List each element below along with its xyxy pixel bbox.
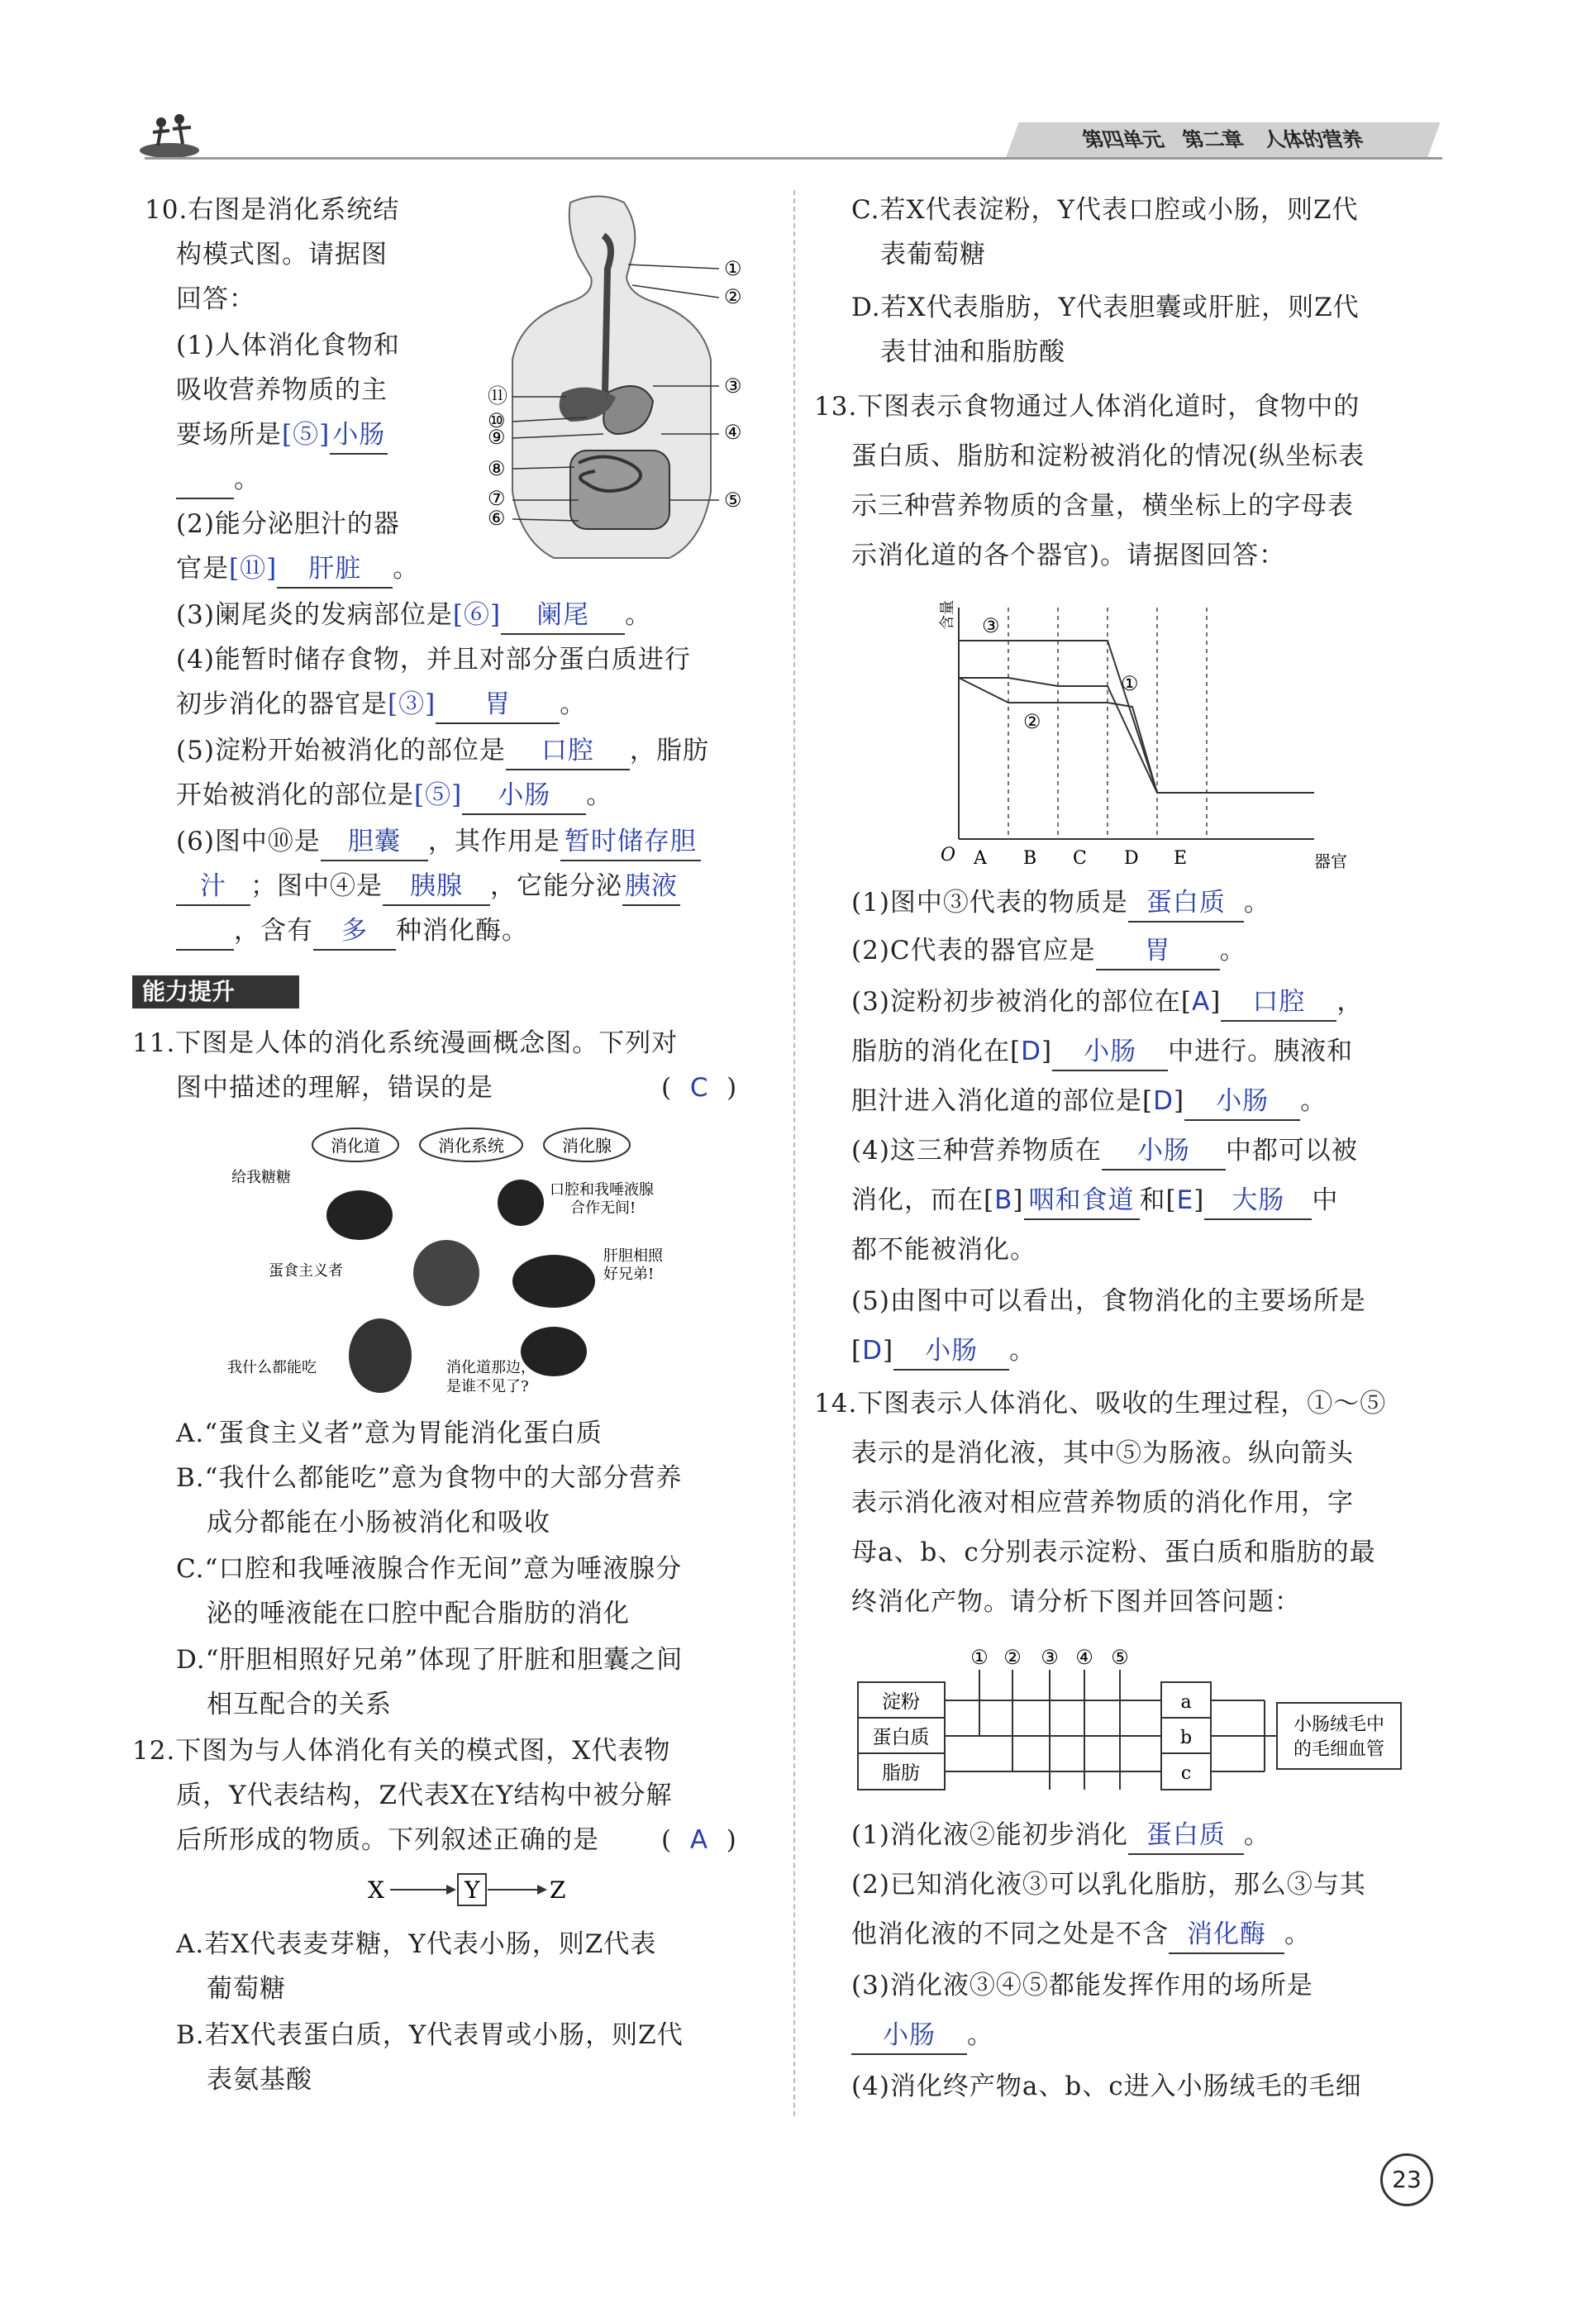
svg-text:是谁不见了?: 是谁不见了? [446,1378,529,1395]
svg-text:③: ③ [1041,1646,1059,1669]
q10-p1-tail: 。 [176,461,260,499]
svg-text:给我糖糖: 给我糖糖 [231,1169,291,1186]
svg-text:a: a [1180,1692,1192,1713]
q13-stem-line2: 蛋白质、脂肪和淀粉被消化的情况(纵坐标表 [851,441,1365,471]
chart-ylabel: 含量 [939,600,956,630]
svg-text:②: ② [1003,1646,1022,1669]
q13-p3-answer2[interactable]: 小肠 [1052,1033,1168,1071]
q10-p4-answer[interactable]: 胃 [436,686,560,724]
q14-p4-line1: (4)消化终产物a、b、c进入小肠绒毛的毛细 [851,2072,1362,2101]
header-unit: 第四单元 [1079,128,1168,151]
svg-text:口腔和我唾液腺: 口腔和我唾液腺 [550,1181,654,1199]
q10-p6-line1: (6)图中⑩是 胆囊 ，其作用是 暂时储存胆 [176,823,701,861]
q11-stem-line1: 11.下图是人体的消化系统漫画概念图。下列对 [132,1028,679,1058]
q10-p1-line1: (1)人体消化食物和 [176,331,400,360]
q12-option-c2: 表葡萄糖 [880,240,986,269]
curve-3-protein [959,641,1314,793]
q10-p5-answer1[interactable]: 口腔 [506,732,630,770]
q12-stem-line1: 12.下图为与人体消化有关的模式图，X代表物 [132,1736,671,1766]
q14-p3-line2: 小肠 。 [851,2017,993,2055]
q12-option-b2: 表氨基酸 [207,2065,312,2095]
header-rule [145,157,1442,160]
q14-stem-line1: 14.下图表示人体消化、吸收的生理过程，①～⑤ [814,1389,1387,1418]
q12-answer: ( A ) [661,1825,737,1855]
svg-text:消化腺: 消化腺 [562,1136,612,1156]
q13-p4-line2: 消化，而在[B] 咽和食道 和[E] 大肠 中 [851,1182,1338,1220]
q13-p3-line3: 胆汁进入消化道的部位是[D] 小肠 。 [851,1083,1327,1121]
svg-text:Z: Z [550,1876,566,1904]
q14-stem-line3: 表示消化液对相应营养物质的消化作用，字 [851,1488,1354,1518]
svg-text:X: X [368,1876,384,1904]
svg-text:④: ④ [1075,1646,1093,1669]
q10-p4-line1: (4)能暂时储存食物，并且对部分蛋白质进行 [176,645,691,675]
q12-stem-line3: 后所形成的物质。下列叙述正确的是 [176,1825,599,1855]
chart-tick-d: D [1124,848,1139,869]
diagram-label-9: ⑨ [488,426,506,449]
svg-text:Y: Y [465,1876,480,1904]
chart-tick-a: A [974,848,987,869]
q11-option-c2: 泌的唾液能在口腔中配合脂肪的消化 [207,1599,630,1628]
chart-tick-e: E [1174,848,1188,869]
q10-p2-answer[interactable]: 肝脏 [277,551,393,589]
header-logo [136,107,202,159]
q11-option-c1[interactable]: C.“口腔和我唾液腺合作无间”意为唾液腺分 [176,1554,683,1584]
diagram-label-5: ⑤ [724,489,742,512]
chart-curve-label-1: ① [1121,672,1139,695]
q12-option-c1[interactable]: C.若X代表淀粉，Y代表口腔或小肠，则Z代 [851,195,1359,225]
q11-option-d2: 相互配合的关系 [207,1690,392,1719]
chart-curve-label-3: ③ [982,614,1000,637]
q13-p1-answer[interactable]: 蛋白质 [1128,884,1244,923]
q12-stem-line2: 质，Y代表结构，Z代表X在Y结构中被分解 [176,1781,673,1810]
q10-p1-line3: 要场所是[⑤]小肠 [176,417,388,455]
q10-p5-answer2[interactable]: 小肠 [462,777,586,815]
chart-tick-b: B [1023,848,1037,869]
q11-stem-line2: 图中描述的理解，错误的是 [176,1073,493,1103]
q13-p2: (2)C代表的器官应是 胃 。 [851,932,1246,970]
q10-p4-line2: 初步消化的器官是[③] 胃 。 [176,686,586,724]
header-topic: 人体的营养 [1259,128,1368,151]
chart-tick-c: C [1073,848,1087,869]
q10-p6-answer5[interactable]: 多 [313,913,396,951]
q11-answer: ( C ) [661,1073,738,1103]
q13-stem-line1: 13.下图表示食物通过人体消化道时，食物中的 [814,392,1360,422]
q11-option-b2: 成分都能在小肠被消化和吸收 [207,1508,550,1538]
q13-digestion-chart [934,591,1355,872]
q14-stem-line5: 终消化产物。请分析下图并回答问题： [851,1587,1301,1617]
svg-text:小肠绒毛中: 小肠绒毛中 [1293,1714,1385,1735]
svg-text:我什么都能吃: 我什么都能吃 [227,1359,317,1376]
q11-option-d1[interactable]: D.“肝胆相照好兄弟”体现了肝脏和胆囊之间 [176,1645,684,1675]
diagram-label-8: ⑧ [488,457,506,480]
svg-text:合作无间!: 合作无间! [570,1199,636,1217]
q10-p2-line1: (2)能分泌胆汁的器 [176,509,400,539]
q10-p6-line3: ，含有 多 种消化酶。 [176,913,528,951]
q10-p6-answer1[interactable]: 胆囊 [321,823,428,861]
q10-p2-line2: 官是[⑪] 肝脏 。 [176,551,419,589]
svg-text:的毛细血管: 的毛细血管 [1293,1739,1385,1760]
svg-text:①: ① [970,1646,989,1669]
q10-p5-line2: 开始被消化的部位是[⑤] 小肠 。 [176,777,612,815]
q10-line3: 回答： [176,284,255,314]
q14-p1-answer[interactable]: 蛋白质 [1128,1817,1244,1855]
svg-text:好兄弟!: 好兄弟! [603,1266,655,1283]
q14-p2-line1: (2)已知消化液③可以乳化脂肪，那么③与其 [851,1870,1366,1900]
q10-p6-answer3[interactable]: 胰腺 [383,868,490,906]
q13-p4-answer2[interactable]: 咽和食道 [1024,1182,1140,1220]
svg-text:c: c [1180,1763,1192,1784]
q10-p3: (3)阑尾炎的发病部位是[⑥] 阑尾 。 [176,597,651,635]
q14-digestion-diagram [851,1641,1413,1806]
q13-p4-answer3[interactable]: 大肠 [1204,1182,1312,1220]
q13-p4-answer1[interactable]: 小肠 [1102,1132,1226,1171]
q11-option-a[interactable]: A.“蛋食主义者”意为胃能消化蛋白质 [176,1418,603,1448]
q14-p1: (1)消化液②能初步消化 蛋白质 。 [851,1817,1270,1855]
q13-p1: (1)图中③代表的物质是 蛋白质 。 [851,884,1270,923]
q14-stem-line4: 母a、b、c分别表示淀粉、蛋白质和脂肪的最 [851,1538,1376,1567]
q13-p3-answer1[interactable]: 口腔 [1221,984,1336,1022]
q13-p4-line1: (4)这三种营养物质在 小肠 中都可以被 [851,1132,1358,1171]
q14-stem-line2: 表示的是消化液，其中⑤为肠液。纵向箭头 [851,1438,1354,1468]
page-number: 23 [1380,2153,1433,2206]
q13-p5-line2: [D] 小肠 。 [851,1333,1036,1371]
diagram-label-3: ③ [724,374,742,398]
svg-text:淀粉: 淀粉 [882,1691,920,1713]
svg-text:消化道: 消化道 [331,1136,380,1156]
diagram-label-6: ⑥ [488,507,506,530]
svg-text:消化道那边，: 消化道那边， [446,1359,536,1376]
q14-p3-answer[interactable]: 小肠 [851,2017,967,2055]
svg-text:蛋白质: 蛋白质 [872,1727,930,1748]
svg-text:脂肪: 脂肪 [882,1762,920,1784]
q10-p6-answer4[interactable]: 胰液 [622,868,680,906]
svg-text:消化系统: 消化系统 [438,1136,504,1156]
chart-curve-label-2: ② [1023,710,1041,733]
q12-flow-diagram [364,1870,579,1911]
q13-p3-answer3[interactable]: 小肠 [1184,1083,1300,1121]
header-chapter: 第二章 [1179,128,1248,151]
diagram-label-4: ④ [724,421,742,444]
svg-text:b: b [1179,1728,1193,1748]
q12-option-d2: 表甘油和脂肪酸 [880,337,1065,367]
q13-p3-line2: 脂肪的消化在[D] 小肠 中进行。胰液和 [851,1033,1353,1071]
q12-option-a1[interactable]: A.若X代表麦芽糖，Y代表小肠，则Z代表 [176,1929,657,1959]
ability-section-tag: 能力提升 [132,975,299,1008]
diagram-label-10: ⑩ [488,409,506,432]
q13-p3-line1: (3)淀粉初步被消化的部位在[A] 口腔 ， [851,984,1363,1022]
q13-p5-answer[interactable]: 小肠 [893,1333,1009,1371]
digestive-cartoon [223,1120,703,1409]
diagram-label-2: ② [724,285,742,308]
digestive-system-diagram [463,194,744,566]
q13-p2-answer[interactable]: 胃 [1096,932,1220,970]
q14-p2-line2: 他消化液的不同之处是不含 消化酶 。 [851,1916,1311,1954]
chart-xlabel: 器官 [1314,851,1347,871]
q12-option-b1[interactable]: B.若X代表蛋白质，Y代表胃或小肠，则Z代 [176,2020,684,2050]
q14-p2-answer[interactable]: 消化酶 [1169,1916,1284,1954]
header-banner [1006,122,1440,157]
q13-stem-line3: 示三种营养物质的含量，横坐标上的字母表 [851,491,1354,521]
q12-option-a2: 葡萄糖 [207,1974,286,2004]
q14-p3-line1: (3)消化液③④⑤都能发挥作用的场所是 [851,1971,1313,2000]
svg-text:⑤: ⑤ [1111,1646,1129,1669]
q10-p1-answer[interactable]: 小肠 [330,417,388,455]
q10-line2: 构模式图。请据图 [176,240,388,269]
chart-origin: O [941,845,956,865]
q12-option-d1[interactable]: D.若X代表脂肪，Y代表胆囊或肝脏，则Z代 [851,293,1360,322]
svg-text:蛋食主义者: 蛋食主义者 [269,1262,343,1280]
q10-p6-answer2[interactable]: 暂时储存胆 [560,823,701,861]
diagram-label-7: ⑦ [488,487,506,510]
q10-p5-line1: (5)淀粉开始被消化的部位是 口腔 ，脂肪 [176,732,709,770]
svg-text:肝胆相照: 肝胆相照 [603,1247,663,1265]
q13-p4-line3: 都不能被消化。 [851,1235,1036,1265]
q13-p5-line1: (5)由图中可以看出，食物消化的主要场所是 [851,1286,1366,1316]
q13-stem-line4: 示消化道的各个器官)。请据图回答： [851,541,1286,570]
q10-p3-answer[interactable]: 阑尾 [501,597,625,635]
q11-option-b1[interactable]: B.“我什么都能吃”意为食物中的大部分营养 [176,1463,683,1493]
column-divider [793,190,795,2116]
q10-p6-line2: 汁 ；图中④是 胰腺 ，它能分泌胰液 [176,868,680,906]
q10-line1: 10.右图是消化系统结 [145,195,400,225]
q10-p1-line2: 吸收营养物质的主 [176,375,388,405]
diagram-label-1: ① [724,257,742,280]
diagram-label-11: ⑪ [488,384,507,408]
